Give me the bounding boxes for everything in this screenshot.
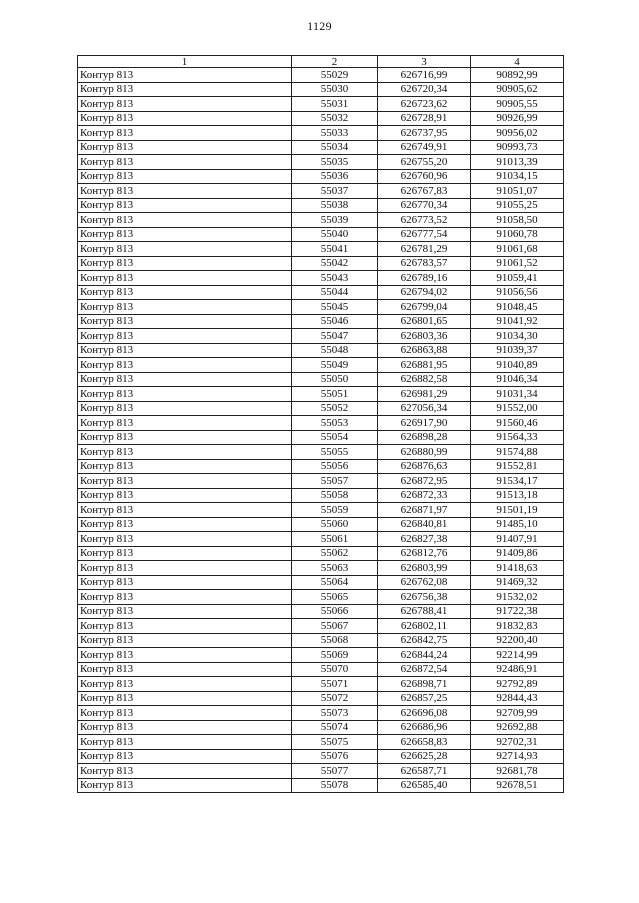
table-row (78, 648, 564, 663)
x-coordinate-cell: 626812,76 (378, 546, 471, 561)
contour-name-cell: Контур 813 (78, 633, 292, 648)
table-row (78, 314, 564, 329)
x-coordinate-cell: 626762,08 (378, 575, 471, 590)
x-coordinate-cell: 626696,08 (378, 706, 471, 721)
y-coordinate-cell: 91051,07 (471, 184, 564, 199)
contour-name-cell: Контур 813 (78, 416, 292, 431)
point-number-cell: 55073 (292, 706, 378, 721)
table-row (78, 662, 564, 677)
y-coordinate-cell: 91061,68 (471, 242, 564, 257)
x-coordinate-cell: 626803,36 (378, 329, 471, 344)
table-row (78, 184, 564, 199)
point-number-cell: 55029 (292, 68, 378, 83)
y-coordinate-cell: 91560,46 (471, 416, 564, 431)
table-row (78, 764, 564, 779)
table-row (78, 111, 564, 126)
x-coordinate-cell: 626587,71 (378, 764, 471, 779)
y-coordinate-cell: 90892,99 (471, 68, 564, 83)
table-row (78, 430, 564, 445)
x-coordinate-cell: 626788,41 (378, 604, 471, 619)
x-coordinate-cell: 626783,57 (378, 256, 471, 271)
y-coordinate-cell: 92692,88 (471, 720, 564, 735)
y-coordinate-cell: 91048,45 (471, 300, 564, 315)
contour-name-cell: Контур 813 (78, 590, 292, 605)
contour-name-cell: Контур 813 (78, 343, 292, 358)
x-coordinate-cell: 626872,95 (378, 474, 471, 489)
x-coordinate-cell: 626789,16 (378, 271, 471, 286)
table-header (78, 56, 564, 68)
point-number-cell: 55069 (292, 648, 378, 663)
x-coordinate-cell: 626842,75 (378, 633, 471, 648)
y-coordinate-cell: 90993,73 (471, 140, 564, 155)
y-coordinate-cell: 91552,81 (471, 459, 564, 474)
y-coordinate-cell: 91513,18 (471, 488, 564, 503)
y-coordinate-cell: 91832,83 (471, 619, 564, 634)
table-row (78, 358, 564, 373)
point-number-cell: 55031 (292, 97, 378, 112)
y-coordinate-cell: 91046,34 (471, 372, 564, 387)
x-coordinate-cell: 626898,71 (378, 677, 471, 692)
table-row (78, 227, 564, 242)
point-number-cell: 55066 (292, 604, 378, 619)
x-coordinate-cell: 626625,28 (378, 749, 471, 764)
table-row (78, 416, 564, 431)
point-number-cell: 55061 (292, 532, 378, 547)
x-coordinate-cell: 626801,65 (378, 314, 471, 329)
x-coordinate-cell: 626728,91 (378, 111, 471, 126)
contour-name-cell: Контур 813 (78, 474, 292, 489)
contour-name-cell: Контур 813 (78, 155, 292, 170)
x-coordinate-cell: 626686,96 (378, 720, 471, 735)
point-number-cell: 55051 (292, 387, 378, 402)
y-coordinate-cell: 91469,32 (471, 575, 564, 590)
contour-name-cell: Контур 813 (78, 735, 292, 750)
y-coordinate-cell: 92702,31 (471, 735, 564, 750)
point-number-cell: 55074 (292, 720, 378, 735)
table-row (78, 445, 564, 460)
contour-name-cell: Контур 813 (78, 720, 292, 735)
contour-name-cell: Контур 813 (78, 314, 292, 329)
point-number-cell: 55055 (292, 445, 378, 460)
y-coordinate-cell: 92678,51 (471, 778, 564, 793)
x-coordinate-cell: 626876,63 (378, 459, 471, 474)
x-coordinate-cell: 626802,11 (378, 619, 471, 634)
y-coordinate-cell: 92709,99 (471, 706, 564, 721)
y-coordinate-cell: 91060,78 (471, 227, 564, 242)
x-coordinate-cell: 626773,52 (378, 213, 471, 228)
contour-name-cell: Контур 813 (78, 184, 292, 199)
contour-name-cell: Контур 813 (78, 430, 292, 445)
point-number-cell: 55039 (292, 213, 378, 228)
point-number-cell: 55058 (292, 488, 378, 503)
point-number-cell: 55068 (292, 633, 378, 648)
table-row (78, 720, 564, 735)
point-number-cell: 55038 (292, 198, 378, 213)
table-row (78, 126, 564, 141)
y-coordinate-cell: 91574,88 (471, 445, 564, 460)
contour-name-cell: Контур 813 (78, 256, 292, 271)
contour-name-cell: Контур 813 (78, 532, 292, 547)
x-coordinate-cell: 626767,83 (378, 184, 471, 199)
contour-name-cell: Контур 813 (78, 271, 292, 286)
x-coordinate-cell: 626880,99 (378, 445, 471, 460)
table-row (78, 561, 564, 576)
y-coordinate-cell: 92214,99 (471, 648, 564, 663)
x-coordinate-cell: 626756,38 (378, 590, 471, 605)
point-number-cell: 55078 (292, 778, 378, 793)
x-coordinate-cell: 626803,99 (378, 561, 471, 576)
point-number-cell: 55035 (292, 155, 378, 170)
table-row (78, 329, 564, 344)
point-number-cell: 55040 (292, 227, 378, 242)
x-coordinate-cell: 626794,02 (378, 285, 471, 300)
table-row (78, 198, 564, 213)
table-row (78, 517, 564, 532)
contour-name-cell: Контур 813 (78, 401, 292, 416)
x-coordinate-cell: 626981,29 (378, 387, 471, 402)
contour-name-cell: Контур 813 (78, 140, 292, 155)
column-header-1: 1 (78, 56, 292, 68)
x-coordinate-cell: 626760,96 (378, 169, 471, 184)
x-coordinate-cell: 626658,83 (378, 735, 471, 750)
x-coordinate-cell: 626882,58 (378, 372, 471, 387)
table-row (78, 691, 564, 706)
y-coordinate-cell: 91059,41 (471, 271, 564, 286)
table-row (78, 503, 564, 518)
y-coordinate-cell: 90926,99 (471, 111, 564, 126)
y-coordinate-cell: 91061,52 (471, 256, 564, 271)
point-number-cell: 55032 (292, 111, 378, 126)
y-coordinate-cell: 90905,55 (471, 97, 564, 112)
y-coordinate-cell: 91564,33 (471, 430, 564, 445)
table-row (78, 749, 564, 764)
contour-name-cell: Контур 813 (78, 68, 292, 83)
contour-name-cell: Контур 813 (78, 285, 292, 300)
point-number-cell: 55053 (292, 416, 378, 431)
x-coordinate-cell: 626737,95 (378, 126, 471, 141)
x-coordinate-cell: 626585,40 (378, 778, 471, 793)
y-coordinate-cell: 92200,40 (471, 633, 564, 648)
point-number-cell: 55034 (292, 140, 378, 155)
contour-name-cell: Контур 813 (78, 97, 292, 112)
contour-name-cell: Контур 813 (78, 111, 292, 126)
table-row (78, 82, 564, 97)
table-row (78, 242, 564, 257)
table-row (78, 604, 564, 619)
table-row (78, 677, 564, 692)
contour-name-cell: Контур 813 (78, 749, 292, 764)
table-row (78, 213, 564, 228)
x-coordinate-cell: 626720,34 (378, 82, 471, 97)
point-number-cell: 55050 (292, 372, 378, 387)
contour-name-cell: Контур 813 (78, 662, 292, 677)
coordinates-table (77, 55, 564, 793)
y-coordinate-cell: 91034,30 (471, 329, 564, 344)
x-coordinate-cell: 626863,88 (378, 343, 471, 358)
point-number-cell: 55063 (292, 561, 378, 576)
contour-name-cell: Контур 813 (78, 691, 292, 706)
contour-name-cell: Контур 813 (78, 546, 292, 561)
table-row (78, 459, 564, 474)
contour-name-cell: Контур 813 (78, 198, 292, 213)
column-header-3: 3 (378, 56, 471, 68)
table-row (78, 169, 564, 184)
point-number-cell: 55033 (292, 126, 378, 141)
contour-name-cell: Контур 813 (78, 387, 292, 402)
table-row (78, 97, 564, 112)
point-number-cell: 55042 (292, 256, 378, 271)
point-number-cell: 55072 (292, 691, 378, 706)
x-coordinate-cell: 626755,20 (378, 155, 471, 170)
column-header-4: 4 (471, 56, 564, 68)
x-coordinate-cell: 626827,38 (378, 532, 471, 547)
y-coordinate-cell: 91058,50 (471, 213, 564, 228)
point-number-cell: 55037 (292, 184, 378, 199)
point-number-cell: 55071 (292, 677, 378, 692)
y-coordinate-cell: 92792,89 (471, 677, 564, 692)
y-coordinate-cell: 90956,02 (471, 126, 564, 141)
table-row (78, 546, 564, 561)
contour-name-cell: Контур 813 (78, 227, 292, 242)
table-row (78, 401, 564, 416)
y-coordinate-cell: 92486,91 (471, 662, 564, 677)
table-row (78, 633, 564, 648)
table-row (78, 256, 564, 271)
contour-name-cell: Контур 813 (78, 82, 292, 97)
contour-name-cell: Контур 813 (78, 459, 292, 474)
contour-name-cell: Контур 813 (78, 242, 292, 257)
contour-name-cell: Контур 813 (78, 169, 292, 184)
point-number-cell: 55067 (292, 619, 378, 634)
point-number-cell: 55052 (292, 401, 378, 416)
y-coordinate-cell: 91031,34 (471, 387, 564, 402)
contour-name-cell: Контур 813 (78, 488, 292, 503)
point-number-cell: 55060 (292, 517, 378, 532)
y-coordinate-cell: 91534,17 (471, 474, 564, 489)
x-coordinate-cell: 626799,04 (378, 300, 471, 315)
contour-name-cell: Контур 813 (78, 561, 292, 576)
x-coordinate-cell: 626723,62 (378, 97, 471, 112)
y-coordinate-cell: 92844,43 (471, 691, 564, 706)
table-row (78, 706, 564, 721)
point-number-cell: 55054 (292, 430, 378, 445)
contour-name-cell: Контур 813 (78, 503, 292, 518)
table-row (78, 590, 564, 605)
table-row (78, 778, 564, 793)
x-coordinate-cell: 627056,34 (378, 401, 471, 416)
point-number-cell: 55049 (292, 358, 378, 373)
contour-name-cell: Контур 813 (78, 329, 292, 344)
contour-name-cell: Контур 813 (78, 372, 292, 387)
contour-name-cell: Контур 813 (78, 619, 292, 634)
y-coordinate-cell: 91056,56 (471, 285, 564, 300)
contour-name-cell: Контур 813 (78, 764, 292, 779)
table-row (78, 735, 564, 750)
table-row (78, 575, 564, 590)
table-row (78, 387, 564, 402)
point-number-cell: 55046 (292, 314, 378, 329)
contour-name-cell: Контур 813 (78, 358, 292, 373)
x-coordinate-cell: 626749,91 (378, 140, 471, 155)
point-number-cell: 55045 (292, 300, 378, 315)
y-coordinate-cell: 91552,00 (471, 401, 564, 416)
table-row (78, 285, 564, 300)
y-coordinate-cell: 91039,37 (471, 343, 564, 358)
table-row (78, 488, 564, 503)
point-number-cell: 55077 (292, 764, 378, 779)
point-number-cell: 55044 (292, 285, 378, 300)
y-coordinate-cell: 91409,86 (471, 546, 564, 561)
contour-name-cell: Контур 813 (78, 126, 292, 141)
contour-name-cell: Контур 813 (78, 517, 292, 532)
x-coordinate-cell: 626872,54 (378, 662, 471, 677)
x-coordinate-cell: 626917,90 (378, 416, 471, 431)
table-body (78, 68, 564, 793)
point-number-cell: 55041 (292, 242, 378, 257)
x-coordinate-cell: 626857,25 (378, 691, 471, 706)
table-row (78, 155, 564, 170)
y-coordinate-cell: 91013,39 (471, 155, 564, 170)
point-number-cell: 55057 (292, 474, 378, 489)
point-number-cell: 55043 (292, 271, 378, 286)
point-number-cell: 55070 (292, 662, 378, 677)
contour-name-cell: Контур 813 (78, 213, 292, 228)
point-number-cell: 55075 (292, 735, 378, 750)
x-coordinate-cell: 626844,24 (378, 648, 471, 663)
y-coordinate-cell: 91055,25 (471, 198, 564, 213)
point-number-cell: 55048 (292, 343, 378, 358)
point-number-cell: 55076 (292, 749, 378, 764)
x-coordinate-cell: 626872,33 (378, 488, 471, 503)
contour-name-cell: Контур 813 (78, 604, 292, 619)
contour-name-cell: Контур 813 (78, 445, 292, 460)
y-coordinate-cell: 91418,63 (471, 561, 564, 576)
y-coordinate-cell: 91040,89 (471, 358, 564, 373)
point-number-cell: 55047 (292, 329, 378, 344)
table-row (78, 474, 564, 489)
point-number-cell: 55030 (292, 82, 378, 97)
x-coordinate-cell: 626898,28 (378, 430, 471, 445)
point-number-cell: 55036 (292, 169, 378, 184)
table-row (78, 68, 564, 83)
y-coordinate-cell: 91532,02 (471, 590, 564, 605)
x-coordinate-cell: 626770,34 (378, 198, 471, 213)
x-coordinate-cell: 626716,99 (378, 68, 471, 83)
y-coordinate-cell: 92681,78 (471, 764, 564, 779)
x-coordinate-cell: 626871,97 (378, 503, 471, 518)
contour-name-cell: Контур 813 (78, 300, 292, 315)
contour-name-cell: Контур 813 (78, 648, 292, 663)
point-number-cell: 55056 (292, 459, 378, 474)
y-coordinate-cell: 91041,92 (471, 314, 564, 329)
table-row (78, 300, 564, 315)
table-row (78, 619, 564, 634)
y-coordinate-cell: 91722,38 (471, 604, 564, 619)
x-coordinate-cell: 626781,29 (378, 242, 471, 257)
table-row (78, 343, 564, 358)
point-number-cell: 55065 (292, 590, 378, 605)
x-coordinate-cell: 626840,81 (378, 517, 471, 532)
y-coordinate-cell: 92714,93 (471, 749, 564, 764)
point-number-cell: 55064 (292, 575, 378, 590)
table-header-row (78, 56, 564, 68)
y-coordinate-cell: 91034,15 (471, 169, 564, 184)
y-coordinate-cell: 91485,10 (471, 517, 564, 532)
column-header-2: 2 (292, 56, 378, 68)
page-number: 1129 (307, 19, 332, 33)
contour-name-cell: Контур 813 (78, 677, 292, 692)
y-coordinate-cell: 91501,19 (471, 503, 564, 518)
contour-name-cell: Контур 813 (78, 575, 292, 590)
table-row (78, 271, 564, 286)
x-coordinate-cell: 626777,54 (378, 227, 471, 242)
x-coordinate-cell: 626881,95 (378, 358, 471, 373)
table-row (78, 140, 564, 155)
point-number-cell: 55059 (292, 503, 378, 518)
y-coordinate-cell: 90905,62 (471, 82, 564, 97)
table-row (78, 532, 564, 547)
table-row (78, 372, 564, 387)
point-number-cell: 55062 (292, 546, 378, 561)
y-coordinate-cell: 91407,91 (471, 532, 564, 547)
contour-name-cell: Контур 813 (78, 778, 292, 793)
contour-name-cell: Контур 813 (78, 706, 292, 721)
